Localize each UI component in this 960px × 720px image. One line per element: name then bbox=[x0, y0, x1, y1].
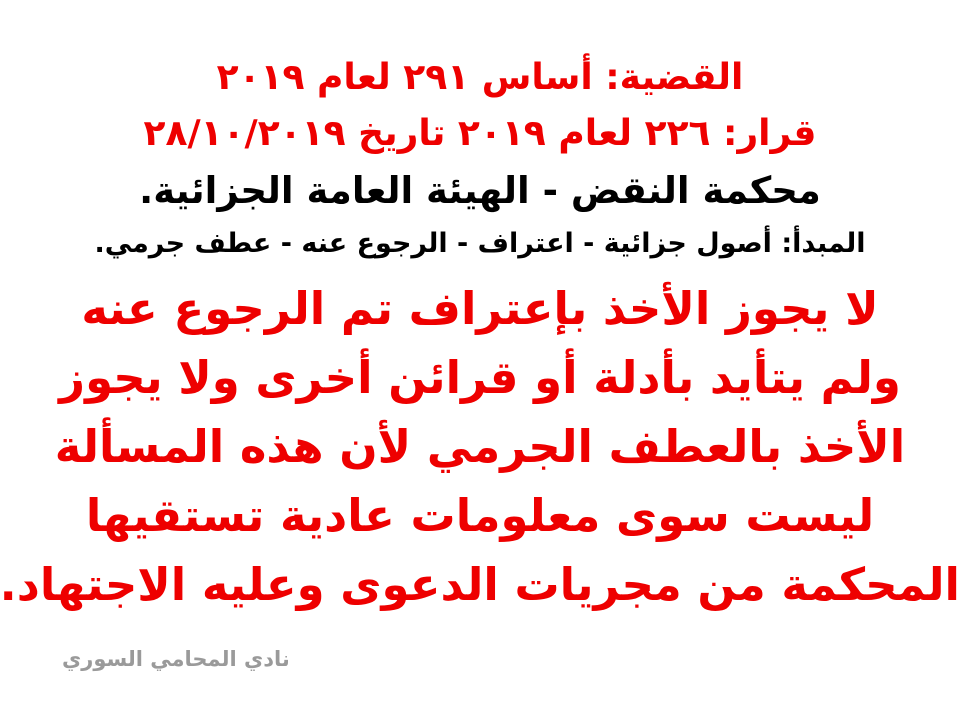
ruling-text-line: ليست سوى معلومات عادية تستقيها bbox=[85, 489, 875, 542]
ruling-text-line: ولم يتأيد بأدلة أو قرائن أخرى ولا يجوز bbox=[59, 351, 901, 404]
slide-header bbox=[0, 0, 960, 268]
ruling-text-line: المحكمة من مجريات الدعوى وعليه الاجتهاد. bbox=[0, 558, 960, 611]
watermark-text: نادي المحامي السوري bbox=[62, 647, 290, 671]
ruling-text-line: لا يجوز الأخذ بإعتراف تم الرجوع عنه bbox=[81, 282, 879, 335]
court-name-line: محكمة النقض - الهيئة العامة الجزائية. bbox=[139, 169, 821, 212]
ruling-text-line: الأخذ بالعطف الجرمي لأن هذه المسألة bbox=[54, 420, 906, 473]
legal-principle-line: المبدأ: أصول جزائية - اعتراف - الرجوع عنه - عطف جرمي. bbox=[94, 228, 866, 259]
ruling-text-block bbox=[0, 274, 960, 619]
case-number-line: القضية: أساس ٢٩١ لعام ٢٠١٩ bbox=[216, 57, 744, 98]
decision-number-line: قرار: ٢٢٦ لعام ٢٠١٩ تاريخ ٢٨/١٠/٢٠١٩ bbox=[143, 113, 817, 154]
